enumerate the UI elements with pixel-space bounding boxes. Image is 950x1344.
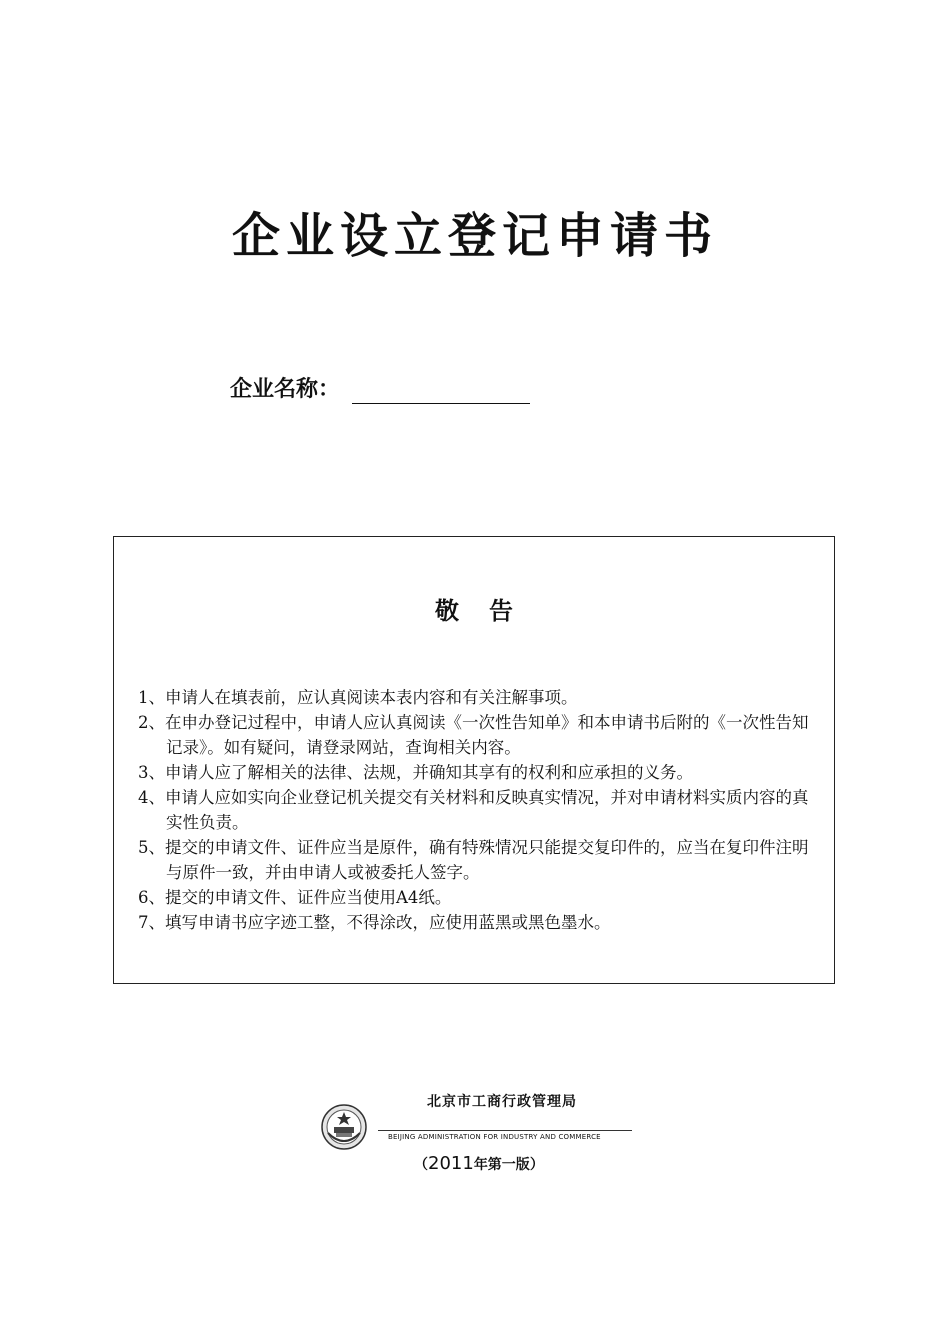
company-name-row [230,370,530,404]
edition-text: 年第一版 [473,1157,530,1173]
company-name-blank[interactable] [352,375,530,404]
notice-box [113,536,835,984]
notice-item-2: 2、在申办登记过程中，申请人应认真阅读《一次性告知单》和本申请书后附的《一次性告知记录》。如有疑问，请登录网站，查询相关内容。 [138,713,809,757]
government-emblem-icon [320,1103,368,1151]
edition-label [414,1152,544,1177]
bureau-name: 北京市工商行政管理局 [427,1094,577,1110]
edition-open-paren: （ [414,1157,428,1173]
notice-item-4: 4、申请人应如实向企业登记机关提交有关材料和反映真实情况，并对申请材料实质内容的真实性负责。 [138,788,809,832]
document-title: 企业设立登记申请书 [231,208,718,264]
notice-title: 敬告 [435,596,543,625]
company-name-label: 企业名称： [230,376,341,402]
bureau-english-name: BEIJING ADMINISTRATION FOR INDUSTRY AND COMMERCE [378,1130,632,1142]
edition-close-paren: ） [529,1157,544,1173]
edition-year: 2011 [428,1153,474,1174]
notice-item-6: 6、提交的申请文件、证件应当使用A4纸。 [138,888,452,907]
notice-item-5: 5、提交的申请文件、证件应当是原件，确有特殊情况只能提交复印件的，应当在复印件注明与原件一致，并由申请人或被委托人签字。 [138,838,809,882]
notice-list [138,685,816,935]
notice-item-7: 7、填写申请书应字迹工整，不得涂改，应使用蓝黑或黑色墨水。 [138,913,611,932]
notice-item-1: 1、申请人在填表前，应认真阅读本表内容和有关注解事项。 [138,688,578,707]
notice-item-3: 3、申请人应了解相关的法律、法规，并确知其享有的权利和应承担的义务。 [138,763,693,782]
